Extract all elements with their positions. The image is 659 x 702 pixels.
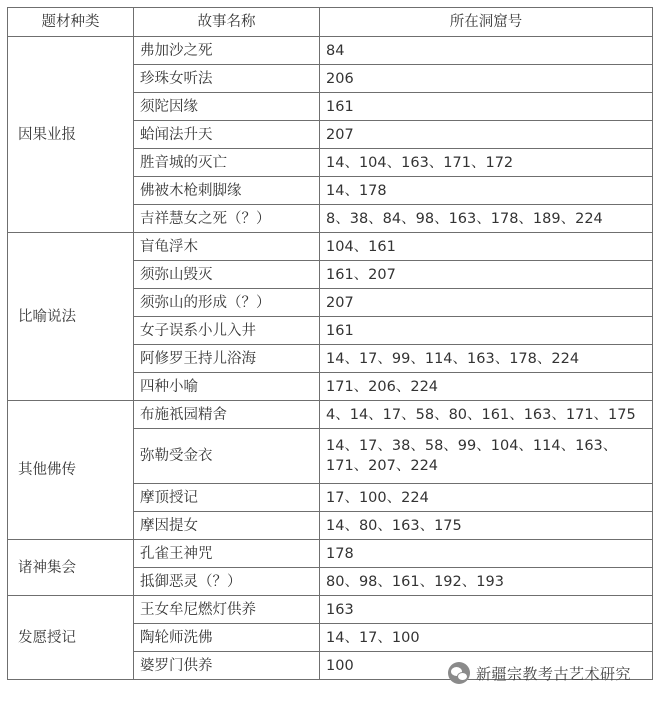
story-name-cell: 蛤闻法升天 — [134, 121, 320, 149]
story-name-cell: 佛被木枪刺脚缘 — [134, 177, 320, 205]
watermark-text: 新疆宗教考古艺术研究 — [476, 664, 632, 683]
story-name-cell: 王女牟尼燃灯供养 — [134, 596, 320, 624]
story-name-cell: 四种小喻 — [134, 373, 320, 401]
cave-numbers-cell: 14、104、163、171、172 — [320, 149, 653, 177]
cave-numbers-cell: 171、206、224 — [320, 373, 653, 401]
cave-numbers-cell: 163 — [320, 596, 653, 624]
story-name-cell: 珍珠女听法 — [134, 65, 320, 93]
table-row — [8, 540, 653, 568]
story-name-cell: 孔雀王神咒 — [134, 540, 320, 568]
category-cell: 发愿授记 — [8, 596, 134, 680]
cave-numbers-cell: 4、14、17、58、80、161、163、171、175 — [320, 401, 653, 429]
cave-numbers-cell: 14、80、163、175 — [320, 512, 653, 540]
story-name-cell: 吉祥慧女之死（？） — [134, 205, 320, 233]
story-name-cell: 抵御恶灵（？） — [134, 568, 320, 596]
cave-stories-table — [7, 7, 653, 680]
story-name-cell: 须陀因缘 — [134, 93, 320, 121]
header-category: 题材种类 — [8, 8, 134, 37]
story-name-cell: 胜音城的灭亡 — [134, 149, 320, 177]
table-body — [8, 37, 653, 680]
story-name-cell: 阿修罗王持儿浴海 — [134, 345, 320, 373]
cave-numbers-cell: 206 — [320, 65, 653, 93]
header-row — [8, 8, 653, 37]
story-name-cell: 须弥山的形成（？） — [134, 289, 320, 317]
story-name-cell: 弗加沙之死 — [134, 37, 320, 65]
cave-numbers-cell: 100 — [320, 652, 653, 680]
cave-numbers-cell: 207 — [320, 289, 653, 317]
header-story: 故事名称 — [134, 8, 320, 37]
story-name-cell: 摩因提女 — [134, 512, 320, 540]
cave-numbers-cell: 161、207 — [320, 261, 653, 289]
category-cell: 诸神集会 — [8, 540, 134, 596]
story-name-cell: 须弥山毁灭 — [134, 261, 320, 289]
cave-numbers-cell: 14、17、100 — [320, 624, 653, 652]
cave-numbers-cell: 84 — [320, 37, 653, 65]
story-name-cell: 弥勒受金衣 — [134, 429, 320, 484]
category-cell: 比喻说法 — [8, 233, 134, 401]
story-name-cell: 布施祇园精舍 — [134, 401, 320, 429]
story-name-cell: 女子误系小儿入井 — [134, 317, 320, 345]
wechat-icon — [448, 662, 470, 684]
cave-numbers-cell: 207 — [320, 121, 653, 149]
cave-numbers-cell: 17、100、224 — [320, 484, 653, 512]
cave-numbers-cell: 161 — [320, 317, 653, 345]
table-row — [8, 596, 653, 624]
story-name-cell: 陶轮师洗佛 — [134, 624, 320, 652]
story-name-cell: 摩顶授记 — [134, 484, 320, 512]
cave-numbers-cell: 178 — [320, 540, 653, 568]
cave-numbers-cell: 14、178 — [320, 177, 653, 205]
header-caves: 所在洞窟号 — [320, 8, 653, 37]
cave-numbers-cell: 8、38、84、98、163、178、189、224 — [320, 205, 653, 233]
table-row — [8, 233, 653, 261]
cave-numbers-cell: 14、17、38、58、99、104、114、163、171、207、224 — [320, 429, 653, 484]
cave-numbers-cell: 161 — [320, 93, 653, 121]
cave-numbers-cell: 80、98、161、192、193 — [320, 568, 653, 596]
watermark — [448, 660, 631, 686]
table-row — [8, 37, 653, 65]
story-name-cell: 盲龟浮木 — [134, 233, 320, 261]
cave-numbers-cell: 14、17、99、114、163、178、224 — [320, 345, 653, 373]
table-row — [8, 401, 653, 429]
category-cell: 因果业报 — [8, 37, 134, 233]
story-name-cell: 婆罗门供养 — [134, 652, 320, 680]
category-cell: 其他佛传 — [8, 401, 134, 540]
cave-numbers-cell: 104、161 — [320, 233, 653, 261]
